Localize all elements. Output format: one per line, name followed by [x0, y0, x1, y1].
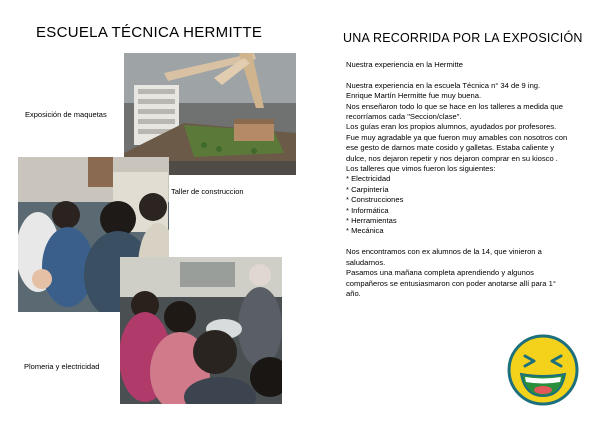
article-title: UNA RECORRIDA POR LA EXPOSICIÓN [343, 31, 583, 45]
caption-taller: Taller de construccion [171, 187, 244, 196]
plomeria-photo [120, 257, 282, 404]
taller-item: * Electricidad [346, 174, 391, 184]
article-closing: Nos encontramos con ex alumnos de la 14, que vinieron a saludarnos. [346, 247, 542, 267]
article-paragraph: Nos enseñaron todo lo que se hace en los talleres a medida que recorríamos cada "Seccion/clase". [346, 101, 563, 122]
taller-item: * Mecánica [346, 226, 384, 236]
taller-item: * Informática [346, 205, 389, 215]
article-paragraph: Los guías eran los propios alumnos, ayudados por profesores. [346, 122, 557, 132]
taller-item: * Carpintería [346, 184, 389, 194]
article-paragraph: Nuestra experiencia en la escuela Técnica n° 34 de 9 ing. Enrique Martín Hermitte fue muy buena. [346, 80, 541, 101]
caption-plomeria: Plomeria y electricidad [24, 362, 100, 371]
article-paragraph: Fue muy agradable ya que fueron muy amables con nosotros con ese gesto de darnos mate cosido y galletas. Estaba caliente y dulce, nos dejaron repetir y nos dejaron comprar en su kiosco . [346, 132, 568, 163]
taller-item: * Herramientas [346, 216, 397, 226]
page-title: ESCUELA TÉCNICA HERMITTE [36, 24, 263, 41]
article-closing: Pasamos una mañana completa aprendiendo y algunos compañeros se entusiasmaron con poder anotarse allí para 1° año. [346, 268, 556, 298]
laughing-face-icon [503, 330, 583, 410]
article-subtitle: Nuestra experiencia en la Hermitte [346, 60, 463, 69]
article-body [346, 60, 568, 299]
taller-item: * Construcciones [346, 195, 404, 205]
caption-maquetas: Exposición de maquetas [25, 110, 107, 119]
article-paragraph: Los talleres que vimos fueron los siguientes: [346, 164, 496, 174]
